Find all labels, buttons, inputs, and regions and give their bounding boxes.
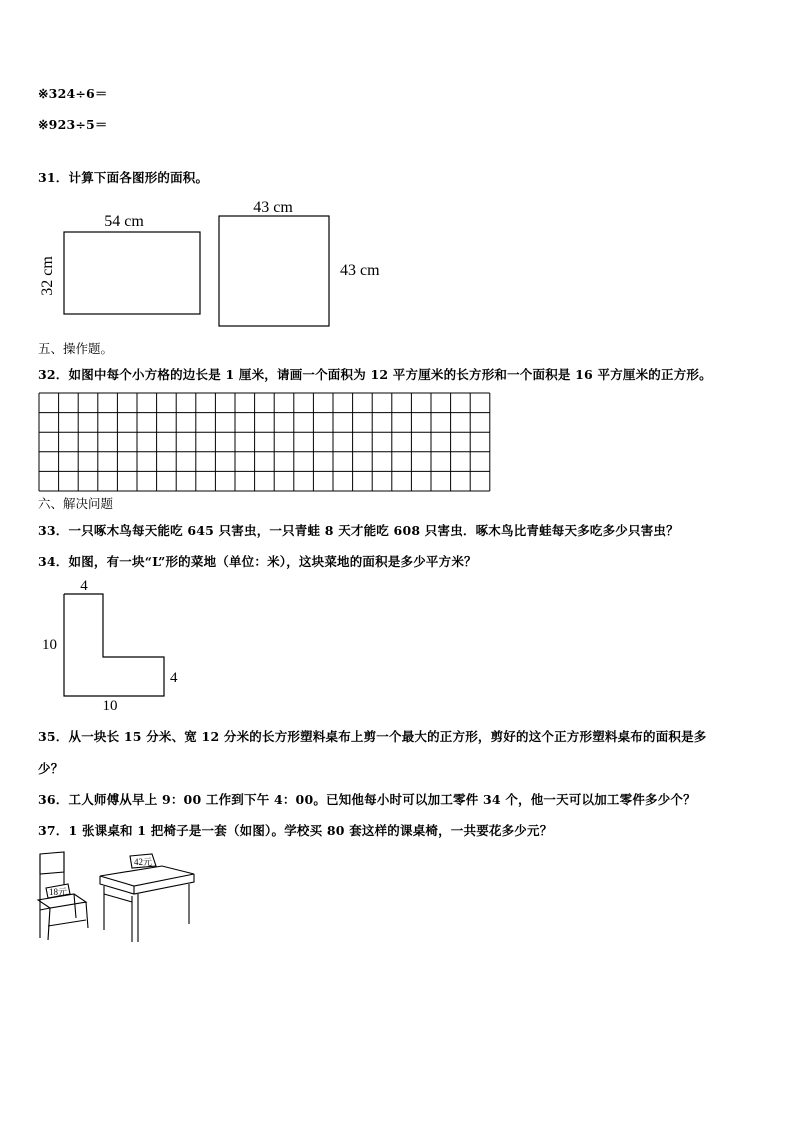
l-bottom-label: 10 xyxy=(102,698,118,714)
rect-width-label: 54 cm xyxy=(104,213,144,230)
question-35-line-2: 少？ xyxy=(38,761,64,776)
section-5-title: 五、操作题。 xyxy=(38,341,114,356)
l-top-label: 4 xyxy=(80,578,88,594)
section-6-title: 六、解决问题 xyxy=(38,496,114,511)
l-shape-outline xyxy=(64,594,164,696)
square-top-label: 43 cm xyxy=(253,199,293,216)
rect-height-label: 32 cm xyxy=(39,256,56,296)
l-right-label: 4 xyxy=(170,670,178,686)
desk-price-tag: 42元 xyxy=(133,857,153,867)
square-side-label: 43 cm xyxy=(340,262,380,279)
question-32: 32．如图中每个小方格的边长是 1 厘米，请画一个面积为 12 平方厘米的长方形和一个面积是 16 平方厘米的正方形。 xyxy=(38,367,712,382)
question-37: 37．1 张课桌和 1 把椅子是一套（如图）。学校买 80 套这样的课桌椅，一共要花多少元？ xyxy=(38,823,553,838)
question-34: 34．如图，有一块“L”形的菜地（单位：米），这块菜地的面积是多少平方米？ xyxy=(38,554,477,569)
desk-chair-illustration xyxy=(34,850,202,946)
square-figure xyxy=(219,216,329,326)
question-31: 31．计算下面各图形的面积。 xyxy=(38,170,209,185)
calc-question-1: ※324÷6＝ xyxy=(38,86,108,101)
question-35-line-1: 35．从一块长 15 分米、宽 12 分米的长方形塑料桌布上剪一个最大的正方形，剪好的这个正方形塑料桌布的面积是多 xyxy=(38,729,707,744)
chair-price-tag: 18元 xyxy=(48,887,68,897)
rectangle-figure xyxy=(64,232,200,314)
question-36: 36．工人师傅从早上 9：00 工作到下午 4：00。已知他每小时可以加工零件 34 个，他一天可以加工零件多少个？ xyxy=(38,792,696,807)
area-figures xyxy=(30,192,400,334)
l-left-label: 10 xyxy=(42,637,57,653)
l-shape-figure xyxy=(36,576,196,716)
square-grid xyxy=(38,392,498,492)
calc-question-2: ※923÷5＝ xyxy=(38,117,108,132)
question-33: 33．一只啄木鸟每天能吃 645 只害虫，一只青蛙 8 天才能吃 608 只害虫．啄木鸟比青蛙每天多吃多少只害虫？ xyxy=(38,523,679,538)
desk-drawing xyxy=(100,854,194,942)
